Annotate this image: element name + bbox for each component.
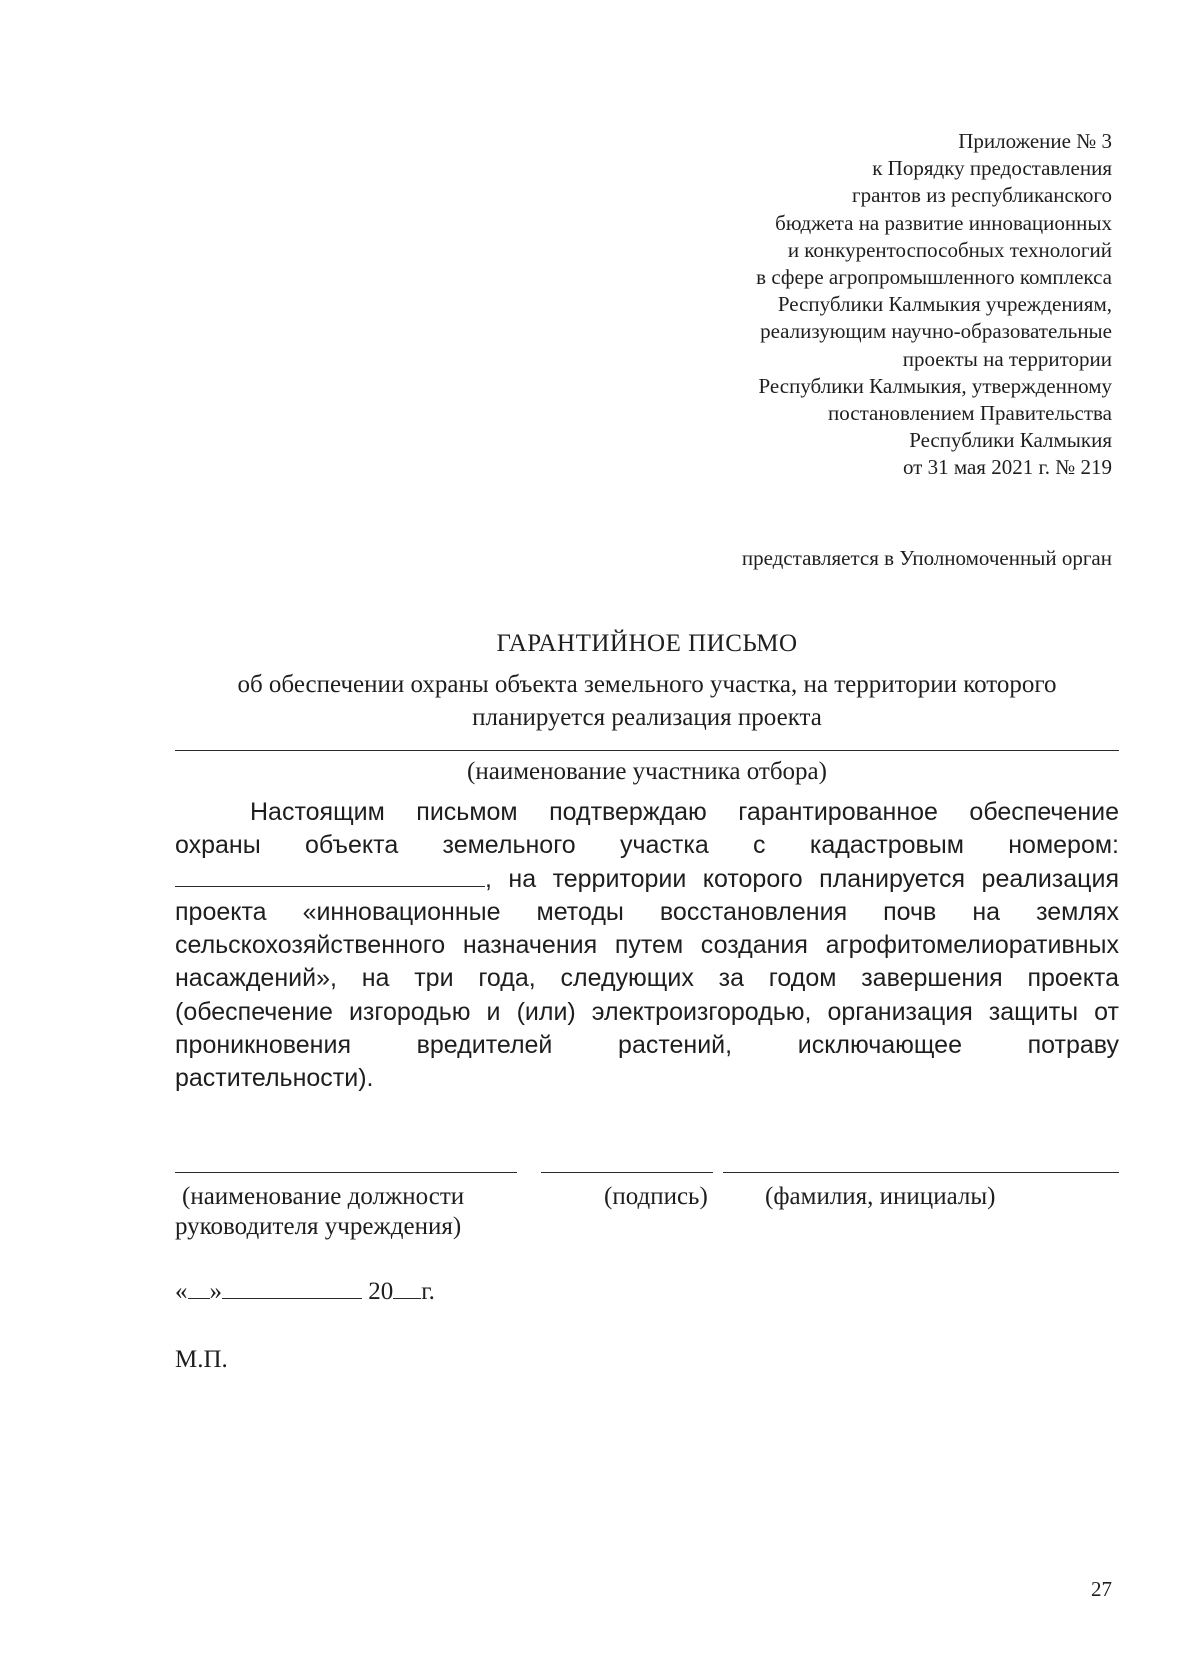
submitted-to-note: представляется в Уполномоченный орган — [741, 546, 1112, 570]
appendix-line: постановлением Правительства — [827, 401, 1112, 426]
position-caption-line2: руководителя учреждения) — [175, 1213, 462, 1240]
body-line: Настоящим письмом подтверждаю гарантированное обеспечение — [250, 798, 1119, 826]
appendix-line: бюджета на развитие инновационных — [775, 210, 1112, 235]
appendix-line: Приложение № 3 — [958, 129, 1112, 153]
cadastral-number-blank[interactable] — [175, 866, 485, 887]
appendix-reference — [592, 128, 1112, 482]
body-line: проекта «инновационные методы восстановления почв на землях — [175, 897, 1119, 926]
year-blank[interactable] — [393, 1278, 421, 1299]
appendix-line: реализующим научно-образовательные — [760, 319, 1112, 344]
participant-name-caption: (наименование участника отбора) — [467, 758, 827, 785]
month-blank[interactable] — [222, 1278, 362, 1299]
appendix-line: проекты на территории — [902, 346, 1112, 371]
body-line: проникновения вредителей растений, исключающее потраву — [175, 1031, 1119, 1060]
document-title: ГАРАНТИЙНОЕ ПИСЬМО — [496, 630, 798, 657]
full-name-caption: (фамилия, инициалы) — [765, 1183, 996, 1210]
appendix-line: к Порядку предоставления — [872, 156, 1112, 181]
day-blank[interactable] — [188, 1278, 210, 1299]
letter-body — [175, 796, 1119, 1096]
body-line: растительности). — [175, 1064, 374, 1093]
body-line: , на территории которого планируется реализация — [175, 863, 1119, 896]
date-field: « » 20 г. — [175, 1278, 435, 1305]
appendix-line: от 31 мая 2021 г. № 219 — [902, 455, 1112, 480]
appendix-line: Республики Калмыкия, утвержденному — [758, 373, 1112, 398]
page-number: 27 — [1091, 1577, 1112, 1601]
stamp-place-label: М.П. — [175, 1346, 228, 1373]
position-caption: (наименование должности — [182, 1183, 465, 1210]
position-blank[interactable] — [175, 1172, 517, 1173]
body-line: сельскохозяйственного назначения путем создания агрофитомелиоративных — [175, 931, 1119, 960]
full-name-blank[interactable] — [723, 1172, 1119, 1173]
body-line: (обеспечение изгородью и (или) электроизгородью, организация защиты от — [175, 997, 1119, 1026]
body-line: насаждений», на три года, следующих за годом завершения проекта — [175, 964, 1119, 993]
document-subtitle — [175, 668, 1119, 734]
appendix-line: Республики Калмыкия — [909, 428, 1112, 453]
appendix-line: и конкурентоспособных технологий — [787, 237, 1112, 262]
body-line: охраны объекта земельного участка с кадастровым номером: — [175, 831, 1119, 860]
participant-name-blank[interactable] — [175, 750, 1119, 751]
appendix-line: грантов из республиканского — [851, 183, 1112, 208]
signature-caption: (подпись) — [604, 1183, 708, 1210]
subtitle-line: планируется реализация проекта — [472, 704, 822, 731]
appendix-line: в сфере агропромышленного комплекса — [756, 265, 1112, 290]
subtitle-line: об обеспечении охраны объекта земельного участка, на территории которого — [237, 671, 1057, 698]
appendix-line: Республики Калмыкия учреждениям, — [777, 292, 1112, 317]
signature-blank[interactable] — [541, 1172, 713, 1173]
